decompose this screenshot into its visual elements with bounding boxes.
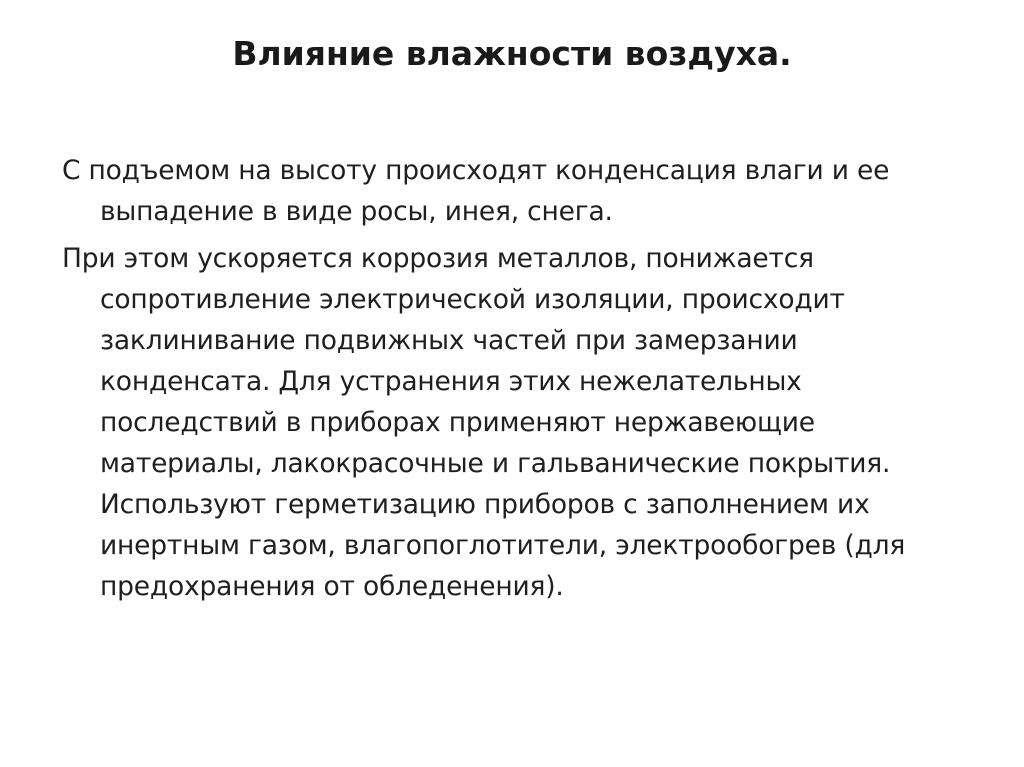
slide-body bbox=[62, 150, 962, 613]
paragraph-condensation: С подъемом на высоту происходят конденсация влаги и ее выпадение в виде росы, инея, снега. bbox=[62, 155, 890, 227]
slide-title: Влияние влажности воздуха. bbox=[232, 34, 792, 73]
paragraph-corrosion-protection: При этом ускоряется коррозия металлов, понижается сопротивление электрической изоляции, происходит заклинивание подвижных частей при замерзании конденсата. Для устранения этих нежелательных последствий в приборах применяют нержавеющие материалы, лакокрасочные и гальванические покрытия. Используют герметизацию приборов с заполнением их инертным газом, влагопоглотители, электрообогрев (для предохранения от обледенения). bbox=[62, 243, 906, 602]
